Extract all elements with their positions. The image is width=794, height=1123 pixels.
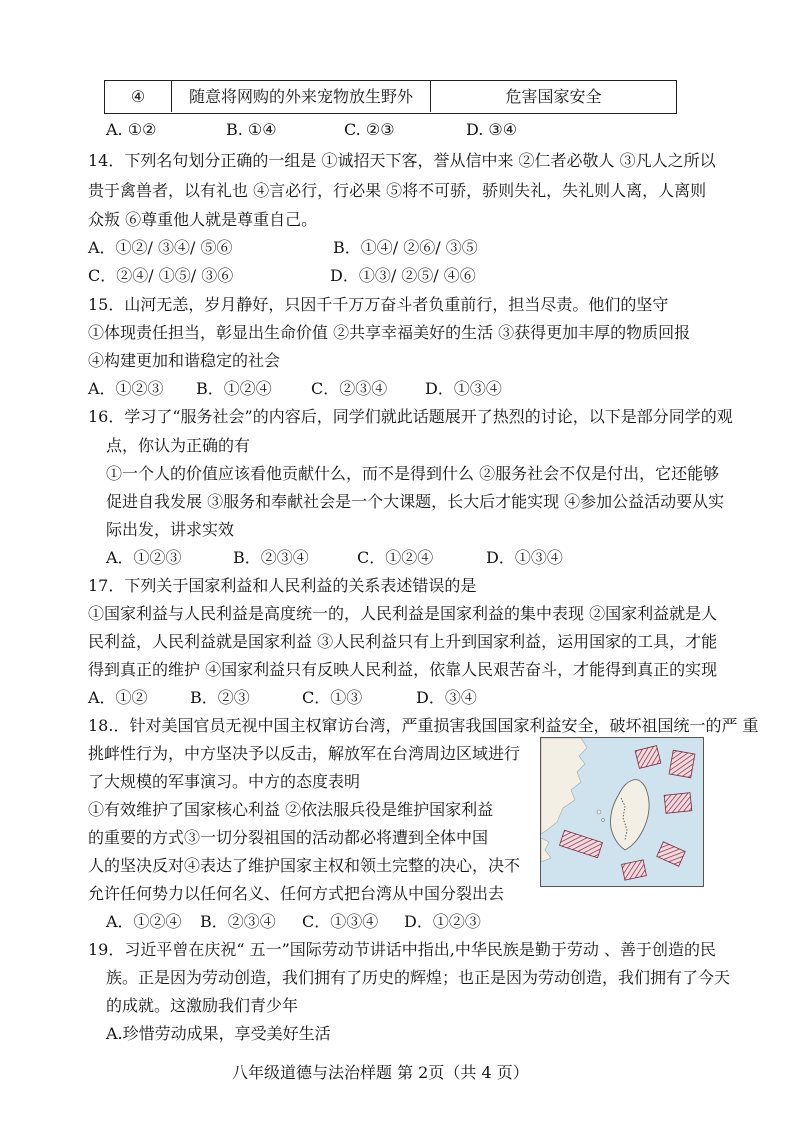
q14-stem-line: 14．下列名句划分正确的一组是 ①诚招天下客，誉从信中来 ②仁者必敬人 ③凡人之所以: [88, 151, 716, 170]
q18-option: A．①②④: [106, 912, 182, 931]
q18-stem-line: ①有效维护了国家核心利益 ②依法服兵役是维护国家利益: [88, 800, 494, 819]
q18-stem-line: 允许任何势力以任何名义、任何方式把台湾从中国分裂出去: [88, 884, 505, 903]
taiwan-exercise-map: [540, 737, 704, 887]
q19-option: A.珍惜劳动成果，享受美好生活: [106, 1024, 331, 1043]
q18-option: C．①③④: [302, 912, 379, 931]
small-island: [602, 819, 605, 822]
q18-stem-line: 挑衅性行为，中方坚决予以反击，解放军在台湾周边区域进行: [88, 744, 521, 763]
q13-option: C. ②③: [344, 120, 395, 139]
exercise-zone: [669, 750, 695, 777]
q15-stem-line: 15．山河无恙，岁月静好，只因千千万万奋斗者负重前行，担当尽责。他们的坚守: [88, 295, 669, 314]
table-cell-result: 危害国家安全: [505, 87, 602, 106]
exercise-zone: [664, 793, 692, 814]
q17-stem-line: 得到真正的维护 ④国家利益只有反映人民利益，依靠人民艰苦奋斗，才能得到真正的实现: [88, 660, 718, 679]
answer-table-row: [104, 80, 677, 114]
q18-stem-line: 了大规模的军事演习。中方的态度表明: [88, 772, 361, 791]
table-cell-action: 随意将网购的外来宠物放生野外: [188, 87, 413, 106]
q16-option: A．①②③: [106, 548, 182, 567]
q13-option: D. ③④: [466, 120, 518, 139]
q15-option: D．①③④: [425, 379, 502, 398]
q18-stem-line: 的重要的方式③一切分裂祖国的活动都必将遭到全体中国: [88, 828, 489, 847]
q14-option: C．②④/ ①⑤/ ③⑥: [88, 266, 234, 285]
q15-option: A．①②③: [88, 379, 164, 398]
q17-stem-line: 17．下列关于国家利益和人民利益的关系表述错误的是: [88, 576, 477, 595]
q17-option: B．②③: [190, 688, 250, 707]
q17-stem-line: ①国家利益与人民利益是高度统一的，人民利益是国家利益的集中表现 ②国家利益就是人: [88, 604, 718, 623]
q15-stem-line: ④构建更加和谐稳定的社会: [88, 351, 281, 370]
q17-option: D．③④: [416, 688, 477, 707]
q14-option: B．①④/ ②⑥/ ③⑤: [333, 238, 478, 257]
q14-stem-line: 贵于禽兽者，以有礼也 ④言必行，行必果 ⑤将不可骄，骄则失礼，失礼则人离，人离则: [88, 181, 707, 200]
q13-option: A. ①②: [106, 120, 157, 139]
q15-option: C．②③④: [311, 379, 388, 398]
q16-option: D．①③④: [486, 548, 563, 567]
q16-option: B．②③④: [233, 548, 309, 567]
q18-option: D．①②③: [404, 912, 481, 931]
q16-stem-line: 16．学习了“服务社会”的内容后，同学们就此话题展开了热烈的讨论，以下是部分同学的观: [88, 407, 733, 426]
table-divider: [430, 81, 431, 112]
q18-stem-line: 人的坚决反对④表达了维护国家主权和领土完整的决心，决不: [88, 856, 521, 875]
q17-option: A．①②: [88, 688, 148, 707]
q18-option: B．②③④: [200, 912, 276, 931]
q16-stem-line: 际出发，讲求实效: [106, 520, 235, 539]
q14-option: D．①③/ ②⑤/ ④⑥: [330, 266, 476, 285]
q17-option: C．①③: [302, 688, 363, 707]
table-cell-number: ④: [130, 87, 146, 106]
q13-option: B. ①④: [226, 120, 277, 139]
q16-stem-line: 促进自我发展 ③服务和奉献社会是一个大课题，长大后才能实现 ④参加公益活动要从实: [106, 492, 725, 511]
q19-stem-line: 19．习近平曾在庆祝“ 五一”国际劳动节讲话中指出,中华民族是勤于劳动 、善于创造的民: [88, 940, 716, 959]
q15-option: B．①②④: [196, 379, 272, 398]
q16-stem-line: ①一个人的价值应该看他贡献什么，而不是得到什么 ②服务社会不仅是付出，它还能够: [106, 464, 720, 483]
q17-stem-line: 民利益，人民利益就是国家利益 ③人民利益只有上升到国家利益，运用国家的工具，才能: [88, 632, 718, 651]
q15-stem-line: ①体现责任担当，彰显出生命价值 ②共享幸福美好的生活 ③获得更加丰厚的物质回报: [88, 323, 691, 342]
q16-stem-line: 点，你认为正确的有: [106, 436, 251, 455]
q18-stem-line: 18.．针对美国官员无视中国主权窜访台湾，严重损害我国国家利益安全，破坏祖国统一的严 重: [88, 716, 759, 735]
q19-stem-line: 族。正是因为劳动创造，我们拥有了历史的辉煌；也正是因为劳动创造，我们拥有了今天: [106, 968, 731, 987]
page-footer: 八年级道德与法治样题 第 2页（共 4 页）: [232, 1063, 529, 1082]
map-graphic: [541, 738, 704, 887]
q19-stem-line: 的成就。这激励我们青少年: [106, 996, 299, 1015]
small-island: [597, 810, 601, 814]
q16-option: C．①②④: [357, 548, 434, 567]
q14-stem-line: 众叛 ⑥尊重他人就是尊重自己。: [88, 210, 318, 229]
q14-option: A．①②/ ③④/ ⑤⑥: [88, 238, 233, 257]
table-divider: [171, 81, 172, 112]
